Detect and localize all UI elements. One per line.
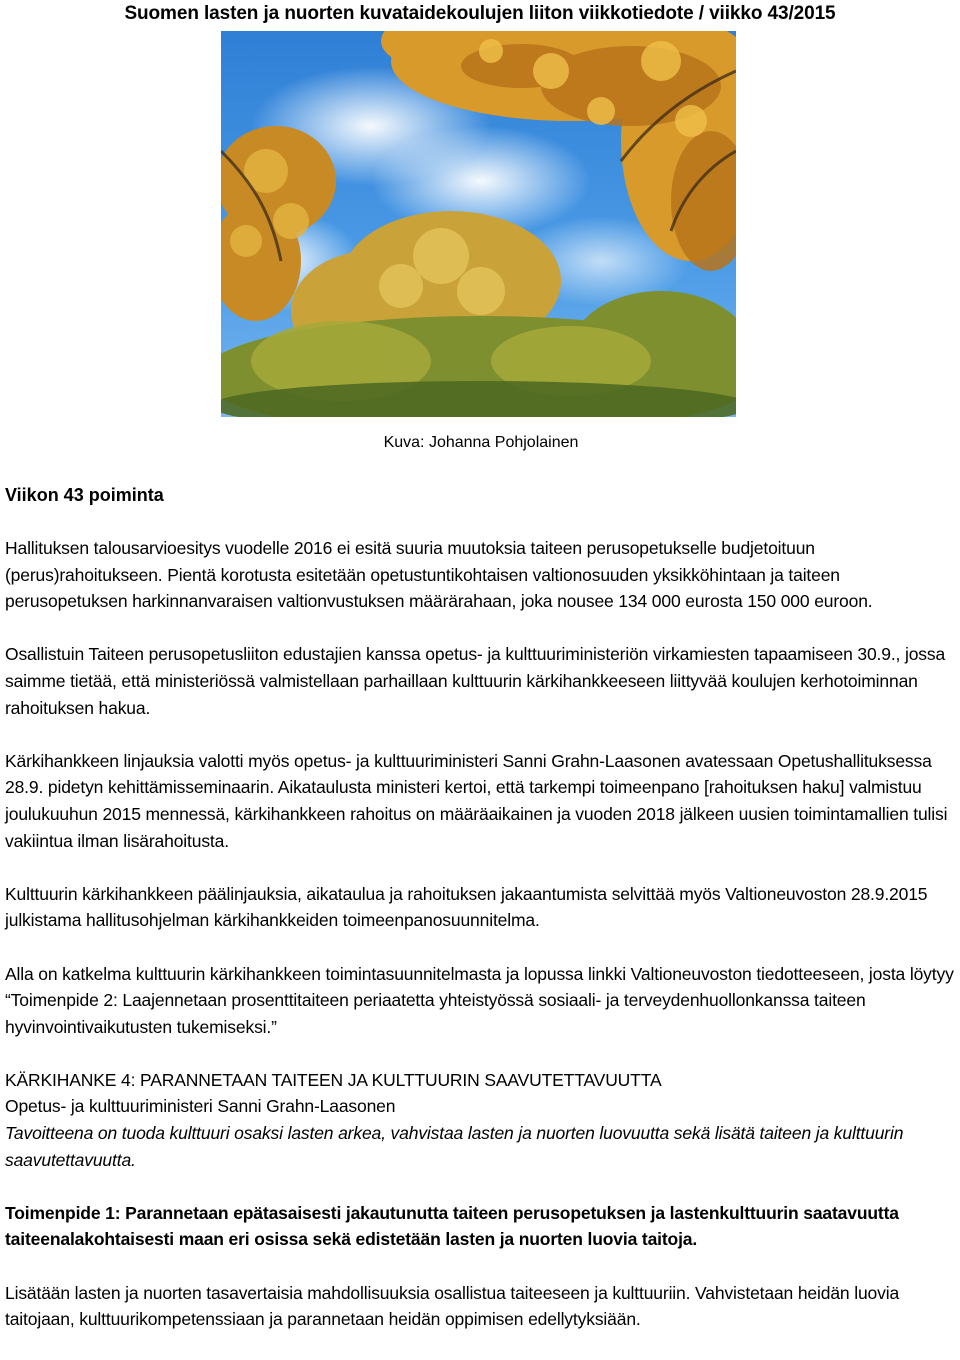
- newsletter-header: Suomen lasten ja nuorten kuvataidekoulujen liiton viikkotiedote / viikko 43/2015: [124, 3, 836, 24]
- paragraph-budget: Hallituksen talousarvioesitys vuodelle 2016 ei esitä suuria muutoksia taiteen perusopetukselle budjetoituun (perus)rahoitukseen. Pientä korotusta esitetään opetustuntikohtaisen valtionosuuden yksikköhintaan ja taiteen perusopetuksen harkinnanvaraisen valtionvustuksen määrärahaan, joka nousee 134 000 eurosta 150 000 euroon.: [5, 538, 873, 612]
- paragraph-equal-opportunities: Lisätään lasten ja nuorten tasavertaisia mahdollisuuksia osallistua taiteeseen ja kulttuuriin. Vahvistetaan heidän luovia taitojaan, kulttuurikompetenssiaan ja parannetaan heidän oppimisen edellytyksiään.: [5, 1282, 900, 1330]
- measure-heading: Toimenpide 1: Parannetaan epätasaisesti jakautunutta taiteen perusopetuksen ja lastenkulttuurin saatavuutta taiteenalakohtaisesti maan eri osissa sekä edistetään lasten ja nuorten luovia taitoja.: [5, 1202, 899, 1250]
- article-body: [5, 535, 955, 1333]
- autumn-trees-illustration: [221, 31, 736, 417]
- paragraph-excerpt-intro: Alla on katkelma kulttuurin kärkihankkeen toimintasuunnitelmasta ja lopussa linkki Valtioneuvoston tiedotteeseen, josta löytyy “Toimenpide 2: Laajennetaan prosenttitaiteen periaatetta yhteistyössä sosiaali- ja terveydenhuollonkanssa taiteen hyvinvointivaikutusten tukemiseksi.”: [5, 963, 954, 1037]
- minister-line: Opetus- ja kulttuuriministeri Sanni Grahn-Laasonen: [5, 1096, 396, 1117]
- paragraph-seminar: Kärkihankkeen linjauksia valotti myös opetus- ja kulttuuriministeri Sanni Grahn-Laasonen avatessaan Opetushallituksessa 28.9. pidetyn kehittämisseminaarin. Aikataulusta ministeri kertoi, että tarkempi toimeenpano [rahoituksen haku] valmistuu joulukuuhun 2015 mennessä, kärkihankkeen rahoitus on määräaikainen ja vuoden 2018 jälkeen uusien toimintamallien tulisi vakiintua ilman lisärahoitusta.: [5, 750, 948, 851]
- flagship-heading: KÄRKIHANKE 4: PARANNETAAN TAITEEN JA KULTTUURIN SAAVUTETTAVUUTTA: [5, 1069, 662, 1090]
- section-title: Viikon 43 poiminta: [5, 485, 164, 505]
- paragraph-meeting: Osallistuin Taiteen perusopetusliiton edustajien kanssa opetus- ja kulttuuriministeriön virkamiesten tapaamiseen 30.9., jossa saimme tietää, että ministeriössä valmistellaan parhaillaan kulttuurin kärkihankkeeseen liittyvää koulujen kerhotoiminnan rahoituksen hakua.: [5, 644, 946, 718]
- paragraph-plan: Kulttuurin kärkihankkeen päälinjauksia, aikataulua ja rahoituksen jakaantumista selvittää myös Valtioneuvoston 28.9.2015 julkistama hallitusohjelman kärkihankkeiden toimeenpanosuunnitelma.: [5, 883, 928, 931]
- goal-statement: Tavoitteena on tuoda kulttuuri osaksi lasten arkea, vahvistaa lasten ja nuorten luovuutta sekä lisätä taiteen ja kulttuurin saavutettavuutta.: [5, 1123, 904, 1170]
- photo-caption: Kuva: Johanna Pohjolainen: [383, 434, 579, 451]
- autumn-trees-photo: [221, 31, 736, 417]
